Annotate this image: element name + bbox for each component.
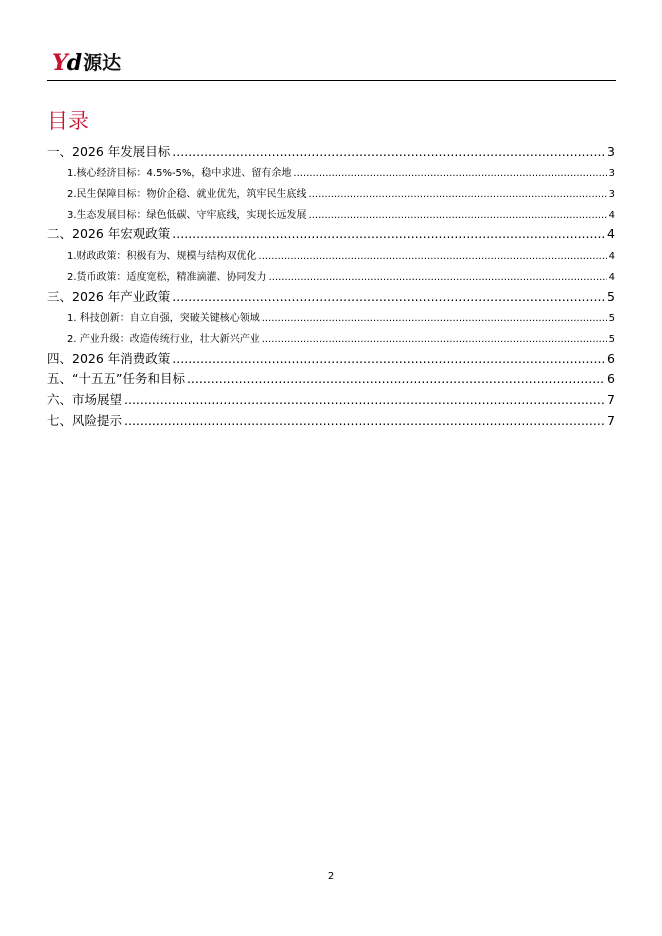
toc-entry-label: 2.货币政策：适度宽松，精准滴灌、协同发力 [67,271,267,283]
toc-entry[interactable] [47,367,615,388]
toc-leader-dots [262,312,607,325]
toc-entry-label: 1.财政政策：积极有为、规模与结构双优化 [67,251,257,263]
toc-entry-label: 三、2026 年产业政策 [47,288,171,304]
toc-entry[interactable] [47,305,615,326]
company-logo [52,52,121,74]
toc-entry[interactable] [47,325,615,346]
toc-entry-page: 7 [607,412,615,428]
toc-entry-page: 4 [608,209,615,221]
toc-entry-label: 1.核心经济目标：4.5%-5%，稳中求进、留有余地 [67,168,292,180]
toc-entry[interactable] [47,387,615,408]
page-number: 2 [327,871,335,882]
toc-entry[interactable] [47,160,615,181]
logo-mark: Yd [52,50,82,76]
toc-entry-label: 3.生态发展目标：绿色低碳、守牢底线，实现长远发展 [67,209,307,221]
toc-entry-label: 四、2026 年消费政策 [47,350,171,366]
toc-entry[interactable] [47,263,615,284]
toc-entry-page: 5 [608,333,615,345]
toc-entry[interactable] [47,201,615,222]
logo-text: 源达 [83,52,122,74]
toc-entry-label: 1. 科技创新：自立自强，突破关键核心领域 [67,313,260,325]
toc-entry-label: 一、2026 年发展目标 [47,143,171,159]
toc-leader-dots [262,333,607,346]
toc-entry[interactable] [47,242,615,263]
toc-leader-dots [309,188,607,201]
toc-leader-dots [172,351,605,367]
toc-entry-page: 5 [608,313,615,325]
toc-entry-label: 2. 产业升级：改造传统行业，壮大新兴产业 [67,333,260,345]
toc-entry[interactable] [47,284,615,305]
toc-entry-label: 六、市场展望 [47,391,123,407]
toc-entry[interactable] [47,139,615,160]
toc-entry-page: 6 [607,371,615,387]
toc-leader-dots [172,144,605,160]
table-of-contents [47,139,615,429]
toc-leader-dots [259,250,607,263]
toc-entry-page: 4 [608,271,615,283]
toc-leader-dots [172,289,605,305]
toc-entry-page: 5 [607,288,615,304]
toc-leader-dots [269,271,607,284]
header-divider [47,80,616,81]
toc-entry[interactable] [47,180,615,201]
toc-entry-label: 二、2026 年宏观政策 [47,226,171,242]
toc-entry-page: 3 [608,189,615,201]
toc-entry-page: 3 [607,143,615,159]
toc-leader-dots [124,392,605,408]
toc-entry-label: 五、“十五五”任务和目标 [47,371,185,387]
toc-leader-dots [293,167,606,180]
toc-entry-page: 3 [608,168,615,180]
toc-leader-dots [309,209,607,222]
toc-entry[interactable] [47,346,615,367]
toc-leader-dots [124,413,605,429]
toc-entry-label: 七、风险提示 [47,412,123,428]
toc-entry-page: 4 [607,226,615,242]
toc-entry-page: 6 [607,350,615,366]
toc-entry[interactable] [47,408,615,429]
toc-title: 目录 [47,109,89,133]
toc-entry-page: 4 [608,251,615,263]
toc-entry[interactable] [47,222,615,243]
toc-leader-dots [172,226,605,242]
toc-entry-page: 7 [607,391,615,407]
toc-entry-label: 2.民生保障目标：物价企稳、就业优先，筑牢民生底线 [67,189,307,201]
toc-leader-dots [187,371,605,387]
